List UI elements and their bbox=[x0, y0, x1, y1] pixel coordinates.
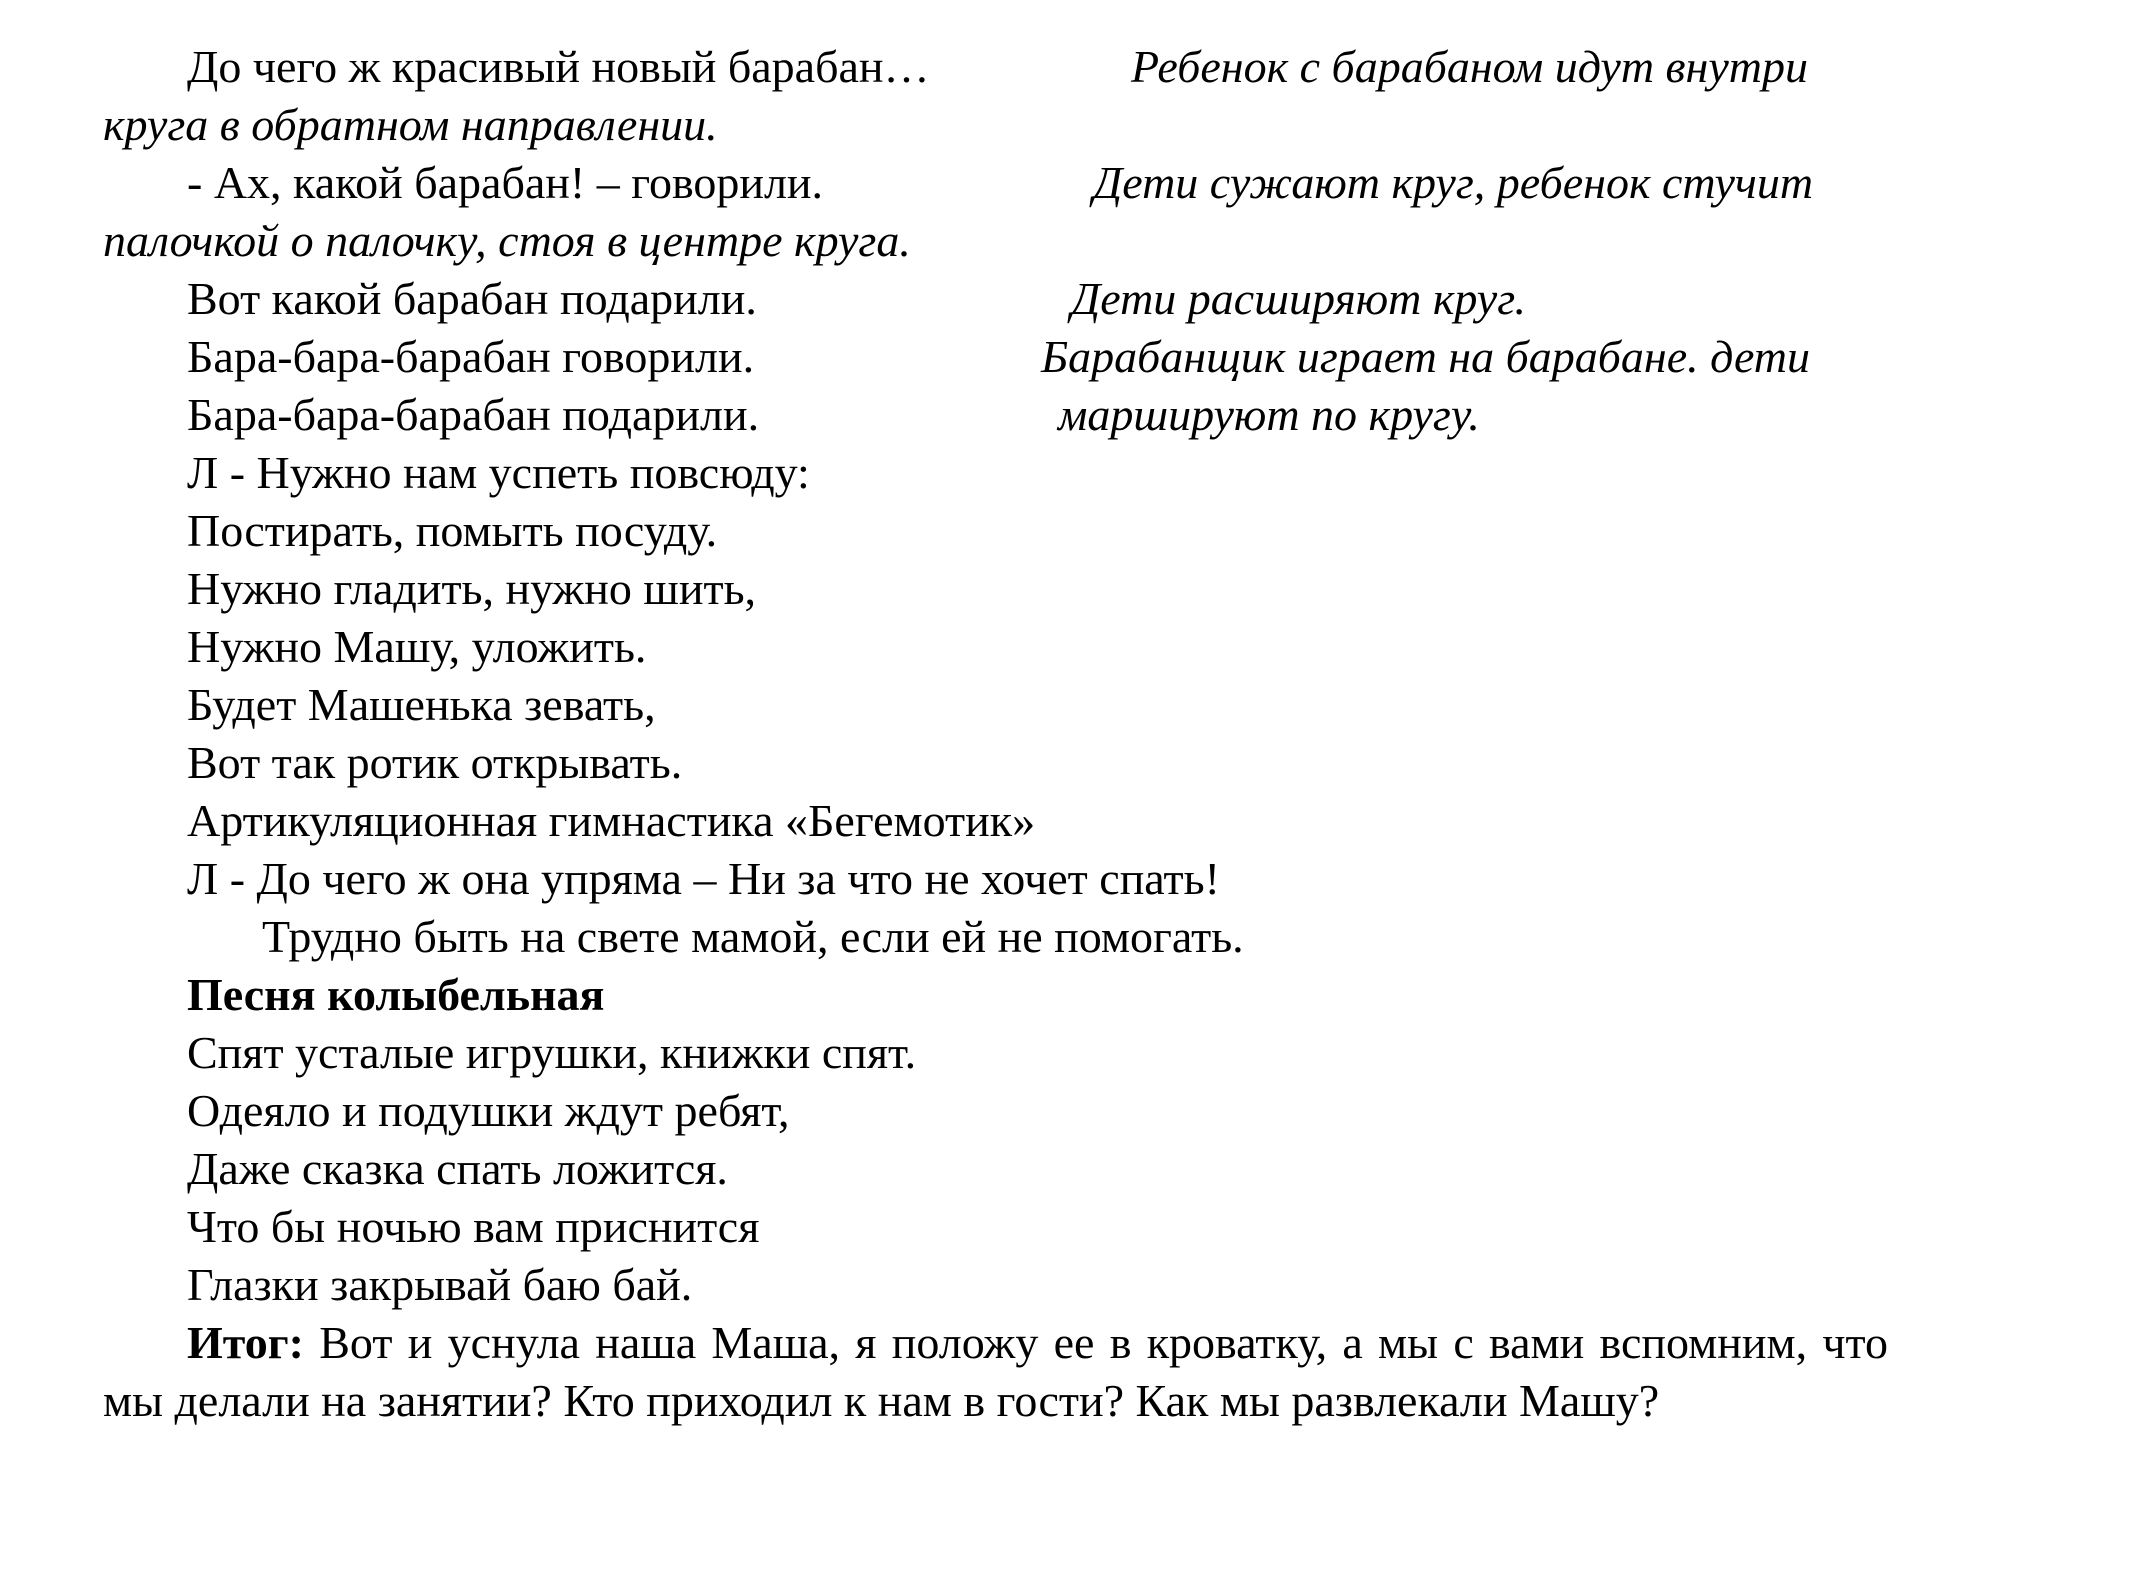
verse-line: Л - До чего ж она упряма – Ни за что не хочет спать! bbox=[187, 853, 1220, 904]
song-line: Даже сказка спать ложится. bbox=[187, 1143, 728, 1194]
song-title: Песня колыбельная bbox=[187, 969, 605, 1020]
song-line: Что бы ночью вам приснится bbox=[187, 1201, 760, 1252]
verse-line: Нужно Машу, уложить. bbox=[187, 621, 647, 672]
verse-line: Вот так ротик открывать. bbox=[187, 737, 683, 788]
summary-text: Вот и уснула наша Маша, я положу ее в кроватку, а мы с вами вспомним, что мы делали на занятии? Кто приходил к нам в гости? Как мы развлекали Машу? bbox=[103, 1317, 1888, 1426]
lyric-line: Вот какой барабан подарили. bbox=[187, 273, 757, 324]
stage-direction: Дети расширяют круг. bbox=[1071, 273, 1527, 324]
verse-line: Будет Машенька зевать, bbox=[187, 679, 656, 730]
lyric-line: Бара-бара-барабан подарили. bbox=[187, 389, 760, 440]
stage-direction-continuation: палочкой о палочку, стоя в центре круга. bbox=[103, 215, 911, 266]
verse-line: Нужно гладить, нужно шить, bbox=[187, 563, 757, 614]
verse-line: Артикуляционная гимнастика «Бегемотик» bbox=[187, 795, 1036, 846]
verse-line: Постирать, помыть посуду. bbox=[187, 505, 718, 556]
song-line: Спят усталые игрушки, книжки спят. bbox=[187, 1027, 917, 1078]
lyric-line: - Ах, какой барабан! – говорили. bbox=[187, 157, 824, 208]
song-line: Одеяло и подушки ждут ребят, bbox=[187, 1085, 790, 1136]
summary-paragraph bbox=[103, 1314, 1888, 1430]
stage-direction-continuation: круга в обратном направлении. bbox=[103, 99, 718, 150]
lyric-line: До чего ж красивый новый барабан… bbox=[187, 41, 930, 92]
lyric-line: Бара-бара-барабан говорили. bbox=[187, 331, 755, 382]
stage-direction: Барабанщик играет на барабане. дети bbox=[1041, 331, 1810, 382]
verse-line: Л - Нужно нам успеть повсюду: bbox=[187, 447, 810, 498]
song-line: Глазки закрывай баю бай. bbox=[187, 1259, 693, 1310]
stage-direction: маршируют по кругу. bbox=[1058, 389, 1480, 440]
stage-direction: Дети сужают круг, ребенок стучит bbox=[1093, 157, 1814, 208]
summary-label: Итог: bbox=[187, 1317, 304, 1368]
stage-direction: Ребенок с барабаном идут внутри bbox=[1131, 41, 1808, 92]
verse-line: Трудно быть на свете мамой, если ей не помогать. bbox=[262, 911, 1244, 962]
